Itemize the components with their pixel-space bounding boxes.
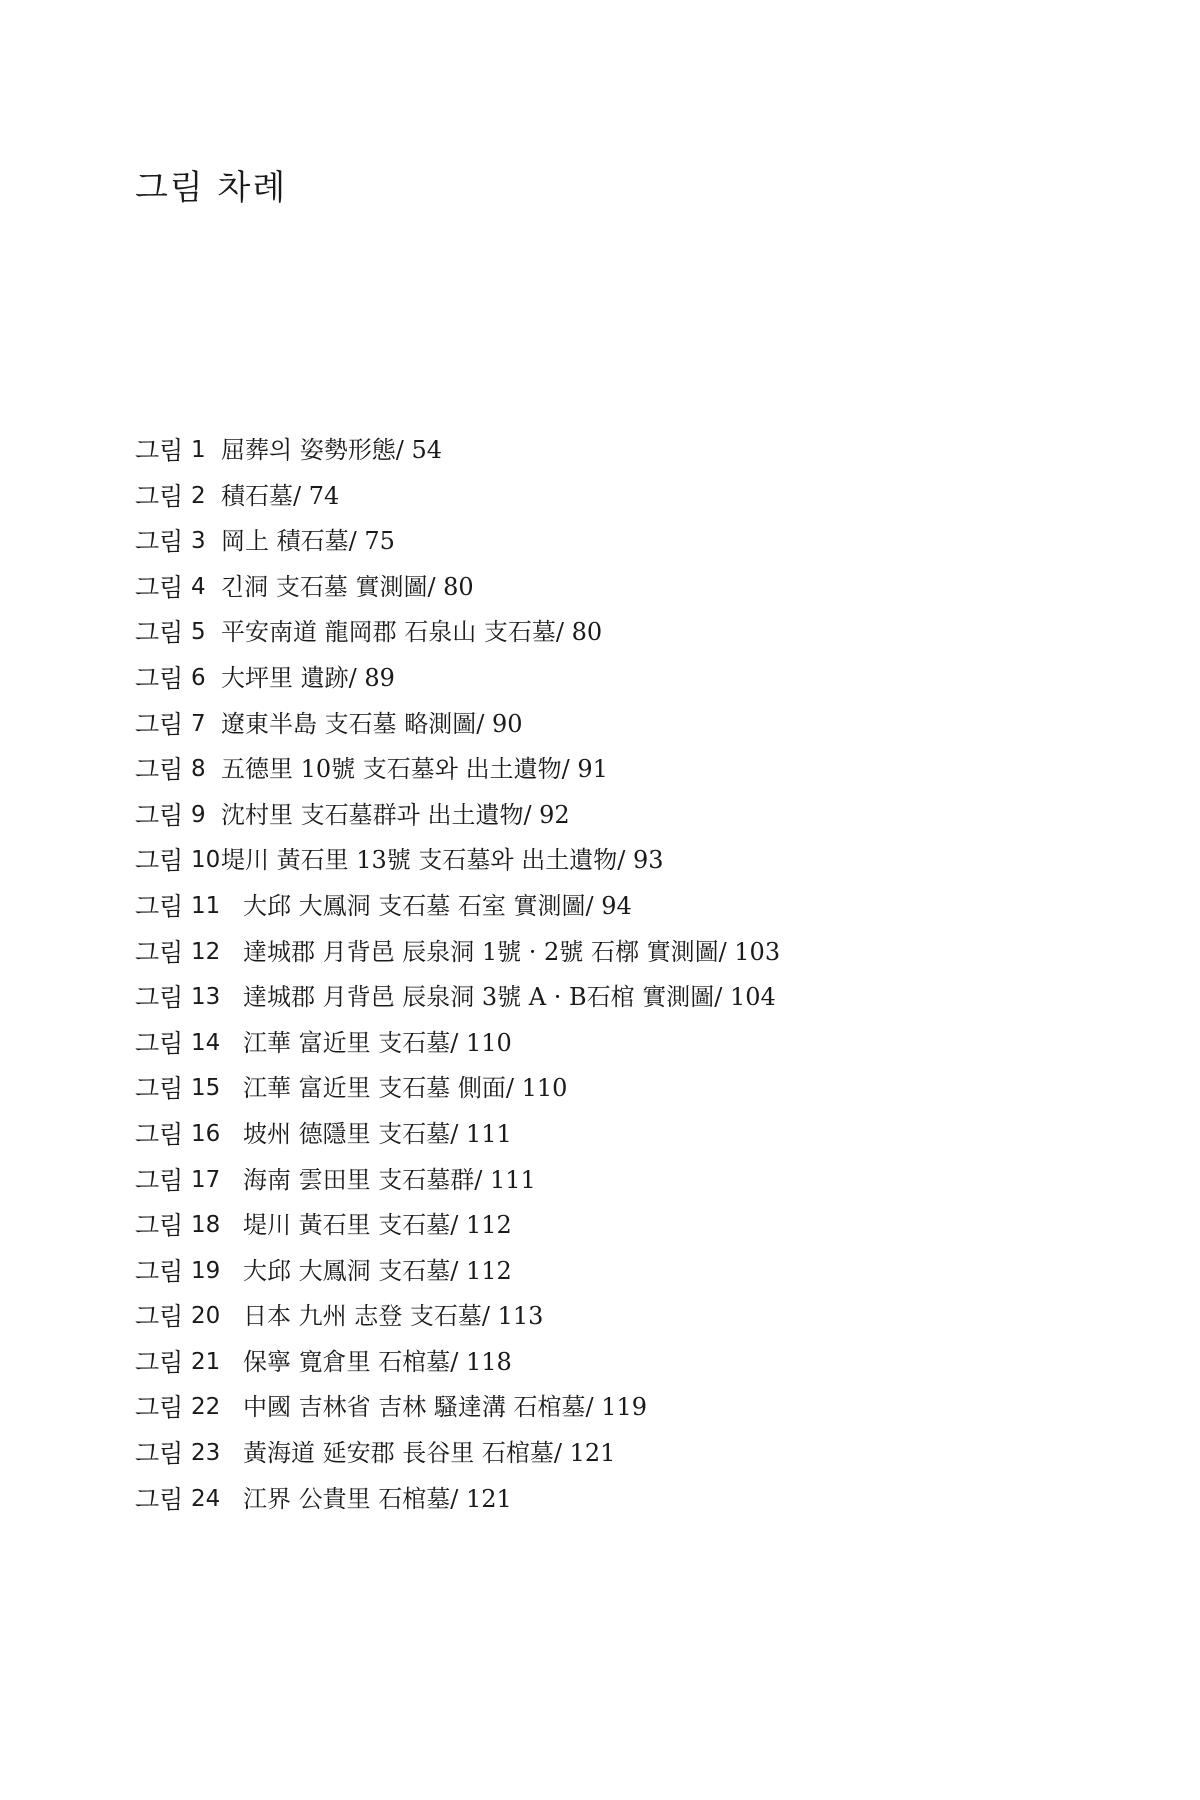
figure-label: 그림	[135, 800, 184, 830]
figure-caption: 平安南道 龍岡郡 石泉山 支石墓/ 80	[221, 618, 603, 647]
figure-number: 14	[191, 1029, 221, 1056]
figure-list	[135, 428, 1135, 1522]
figure-entry	[135, 656, 1135, 702]
figure-number: 21	[191, 1348, 221, 1375]
figure-label: 그림	[135, 1439, 184, 1469]
figure-number: 4	[191, 573, 206, 600]
figure-entry	[135, 565, 1135, 611]
figure-label: 그림	[135, 983, 184, 1013]
figure-label: 그림	[135, 891, 184, 921]
figure-entry	[135, 1112, 1135, 1158]
figure-number: 15	[191, 1075, 221, 1102]
figure-number: 11	[191, 892, 221, 919]
figure-entry	[135, 1249, 1135, 1295]
figure-number: 3	[191, 528, 206, 555]
figure-caption: 堤川 黃石里 支石墓/ 112	[243, 1211, 512, 1240]
figure-entry	[135, 884, 1135, 930]
figure-entry	[135, 1021, 1135, 1067]
figure-caption: 坡州 德隱里 支石墓/ 111	[243, 1119, 512, 1148]
figure-number: 23	[191, 1440, 221, 1467]
figure-number: 18	[191, 1212, 221, 1239]
figure-entry	[135, 519, 1135, 565]
figure-entry	[135, 702, 1135, 748]
figure-label: 그림	[135, 1347, 184, 1377]
figure-entry	[135, 1340, 1135, 1386]
figure-caption: 達城郡 月背邑 辰泉洞 3號 A · B石棺 實測圖/ 104	[243, 983, 776, 1012]
figure-caption: 긴洞 支石墓 實測圖/ 80	[221, 572, 474, 601]
figure-entry	[135, 930, 1135, 976]
figure-number: 20	[191, 1303, 221, 1330]
figure-label: 그림	[135, 1484, 184, 1514]
figure-number: 24	[191, 1485, 221, 1512]
figure-label: 그림	[135, 846, 184, 876]
figure-label: 그림	[135, 1256, 184, 1286]
figure-number: 10	[191, 847, 221, 874]
figure-number: 5	[191, 619, 206, 646]
figure-entry	[135, 474, 1135, 520]
figure-caption: 海南 雲田里 支石墓群/ 111	[243, 1165, 536, 1194]
figure-number: 2	[191, 482, 206, 509]
figure-entry	[135, 1431, 1135, 1477]
figure-label: 그림	[135, 1302, 184, 1332]
figure-entry	[135, 1158, 1135, 1204]
figure-caption: 大坪里 遺跡/ 89	[221, 663, 395, 692]
figure-label: 그림	[135, 618, 184, 648]
figure-caption: 江華 富近里 支石墓/ 110	[243, 1028, 512, 1057]
figure-entry	[135, 1385, 1135, 1431]
figure-entry	[135, 610, 1135, 656]
figure-label: 그림	[135, 709, 184, 739]
figure-label: 그림	[135, 481, 184, 511]
figure-entry	[135, 1294, 1135, 1340]
figure-caption: 江界 公貴里 石棺墓/ 121	[243, 1484, 512, 1513]
figure-caption: 中國 吉林省 吉林 騷達溝 石棺墓/ 119	[243, 1393, 648, 1422]
figure-label: 그림	[135, 527, 184, 557]
figure-number: 13	[191, 984, 221, 1011]
figure-number: 1	[191, 437, 206, 463]
figure-caption: 五德里 10號 支石墓와 出土遺物/ 91	[221, 755, 608, 784]
figure-entry	[135, 1477, 1135, 1523]
figure-label: 그림	[135, 1211, 184, 1241]
figure-caption: 屈葬의 姿勢形態/ 54	[221, 436, 443, 464]
figure-number: 7	[191, 710, 206, 737]
figure-caption: 堤川 黃石里 13號 支石墓와 出土遺物/ 93	[221, 846, 664, 875]
figure-caption: 大邱 大鳳洞 支石墓/ 112	[243, 1256, 512, 1285]
figure-number: 8	[191, 756, 206, 783]
figure-number: 19	[191, 1257, 221, 1284]
figure-number: 16	[191, 1120, 221, 1147]
figure-entry	[135, 838, 1135, 884]
figure-number: 9	[191, 801, 206, 828]
figure-entry	[135, 975, 1135, 1021]
figure-label: 그림	[135, 1074, 184, 1104]
figure-number: 22	[191, 1394, 221, 1421]
figure-caption: 保寧 寛倉里 石棺墓/ 118	[243, 1347, 512, 1376]
figure-label: 그림	[135, 1119, 184, 1149]
figure-entry	[135, 1203, 1135, 1249]
figure-caption: 沈村里 支石墓群과 出土遺物/ 92	[221, 800, 570, 829]
figure-label: 그림	[135, 1393, 184, 1423]
figure-caption: 積石墓/ 74	[221, 481, 340, 510]
figure-label: 그림	[135, 937, 184, 967]
figure-label: 그림	[135, 1165, 184, 1195]
figure-entry	[135, 428, 1135, 474]
figure-number: 12	[191, 938, 221, 965]
figure-label: 그림	[135, 572, 184, 602]
figure-caption: 達城郡 月背邑 辰泉洞 1號 · 2號 石槨 實測圖/ 103	[243, 937, 781, 966]
figure-label: 그림	[135, 663, 184, 693]
figure-label: 그림	[135, 436, 184, 465]
figure-number: 17	[191, 1166, 221, 1193]
page-title: 그림 차례	[135, 168, 288, 208]
figure-caption: 江華 富近里 支石墓 側面/ 110	[243, 1074, 568, 1103]
figure-entry	[135, 1066, 1135, 1112]
figure-caption: 日本 九州 志登 支石墓/ 113	[243, 1302, 544, 1331]
figure-caption: 黃海道 延安郡 長谷里 石棺墓/ 121	[243, 1439, 616, 1468]
figure-label: 그림	[135, 755, 184, 785]
figure-label: 그림	[135, 1028, 184, 1058]
figure-caption: 大邱 大鳳洞 支石墓 石室 實測圖/ 94	[243, 891, 632, 920]
figure-caption: 岡上 積石墓/ 75	[221, 527, 395, 556]
figure-entry	[135, 747, 1135, 793]
figure-entry	[135, 793, 1135, 839]
figure-number: 6	[191, 664, 206, 691]
figure-caption: 遼東半島 支石墓 略測圖/ 90	[221, 709, 523, 738]
